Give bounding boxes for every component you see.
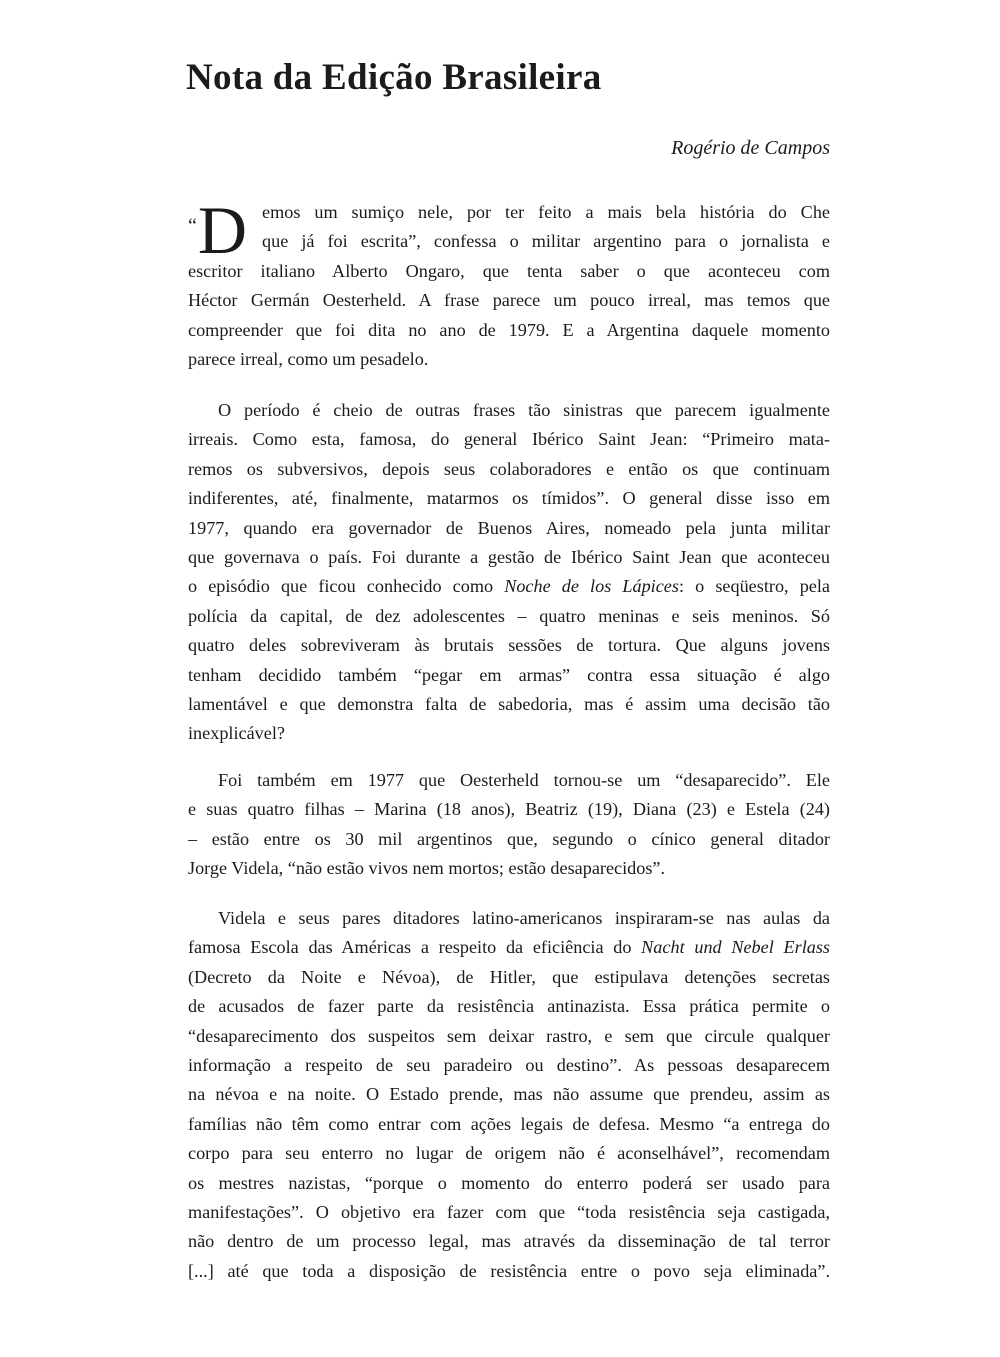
drop-cap-quote: “	[188, 215, 197, 237]
text-line: informação a respeito de seu paradeiro ou destino”. As pessoas desaparecem	[188, 1054, 830, 1075]
italic-term: Nacht und Nebel Erlass	[641, 937, 830, 958]
text-line: polícia da capital, de dez adolescentes – quatro meninas e seis meninos. Só	[188, 605, 830, 626]
text-line: não dentro de um processo legal, mas através da disseminação de tal terror	[188, 1231, 830, 1252]
paragraph	[188, 396, 830, 749]
text-line: O período é cheio de outras frases tão sinistras que parecem igualmente	[218, 400, 830, 420]
text-line	[188, 572, 830, 601]
text-line: de acusados de fazer parte da resistência antinazista. Essa prática permite o	[188, 996, 830, 1017]
text-line: (Decreto da Noite e Névoa), de Hitler, que estipulava detenções secretas	[188, 966, 830, 987]
drop-cap	[188, 192, 247, 268]
text-line: irreais. Como esta, famosa, do general Ibérico Saint Jean: “Primeiro mata-	[188, 429, 830, 450]
text-line: [...] até que toda a disposição de resistência entre o povo seja eliminada”.	[188, 1260, 830, 1281]
text-line: corpo para seu enterro no lugar de origem não é aconselhável”, recomendam	[188, 1143, 830, 1164]
text-segment: : o seqüestro, pela	[678, 576, 830, 597]
text-line: emos um sumiço nele, por ter feito a mais bela história do Che	[262, 202, 830, 222]
text-line: Foi também em 1977 que Oesterheld tornou-se um “desaparecido”. Ele	[218, 770, 830, 790]
text-line: – estão entre os 30 mil argentinos que, segundo o cínico general ditador	[188, 828, 830, 849]
text-line: 1977, quando era governador de Buenos Aires, nomeado pela junta militar	[188, 517, 830, 538]
text-line: compreender que foi dita no ano de 1979. E a Argentina daquele momento	[188, 319, 830, 340]
text-line: famílias não têm como entrar com ações legais de defesa. Mesmo “a entrega do	[188, 1113, 830, 1134]
text-line: Héctor Germán Oesterheld. A frase parece um pouco irreal, mas temos que	[188, 290, 830, 311]
text-line: tenham decidido também “pegar em armas” contra essa situação é algo	[188, 664, 830, 685]
text-line: “desaparecimento dos suspeitos sem deixar rastro, e sem que circule qualquer	[188, 1025, 830, 1046]
text-line: remos os subversivos, depois seus colaboradores e então os que continuam	[188, 458, 830, 479]
text-line: que governava o país. Foi durante a gestão de Ibérico Saint Jean que aconteceu	[188, 546, 830, 567]
text-line: na névoa e na noite. O Estado prende, mas não assume que prendeu, assim as	[188, 1084, 830, 1105]
paragraph	[188, 192, 830, 374]
text-line: indiferentes, até, finalmente, matarmos os tímidos”. O general disse isso em	[188, 488, 830, 509]
page-title: Nota da Edição Brasileira	[186, 57, 602, 98]
author-byline: Rogério de Campos	[671, 137, 830, 159]
text-line: inexplicável?	[188, 723, 285, 744]
text-line: escritor italiano Alberto Ongaro, que tenta saber o que aconteceu com	[188, 260, 830, 281]
paragraph	[188, 766, 830, 884]
text-line: Videla e seus pares ditadores latino-americanos inspiraram-se nas aulas da	[218, 908, 830, 928]
italic-term: Noche de los Lápices	[504, 576, 679, 597]
text-segment: o episódio que ficou conhecido como	[188, 576, 505, 597]
text-line: os mestres nazistas, “porque o momento do enterro poderá ser usado para	[188, 1172, 830, 1193]
text-line: lamentável e que demonstra falta de sabedoria, mas é assim uma decisão tão	[188, 693, 830, 714]
text-line: Jorge Videla, “não estão vivos nem mortos; estão desaparecidos”.	[188, 858, 666, 879]
drop-cap-letter: D	[197, 192, 247, 268]
text-line: e suas quatro filhas – Marina (18 anos), Beatriz (19), Diana (23) e Estela (24)	[188, 799, 830, 820]
text-line: que já foi escrita”, confessa o militar argentino para o jornalista e	[262, 231, 830, 252]
text-line: quatro deles sobreviveram às brutais sessões de tortura. Que alguns jovens	[188, 635, 830, 656]
text-line	[188, 933, 830, 962]
text-line: parece irreal, como um pesadelo.	[188, 348, 429, 369]
text-line: manifestações”. O objetivo era fazer com que “toda resistência seja castigada,	[188, 1201, 830, 1222]
paragraph	[188, 904, 830, 1286]
text-segment: famosa Escola das Américas a respeito da eficiência do	[188, 937, 642, 958]
